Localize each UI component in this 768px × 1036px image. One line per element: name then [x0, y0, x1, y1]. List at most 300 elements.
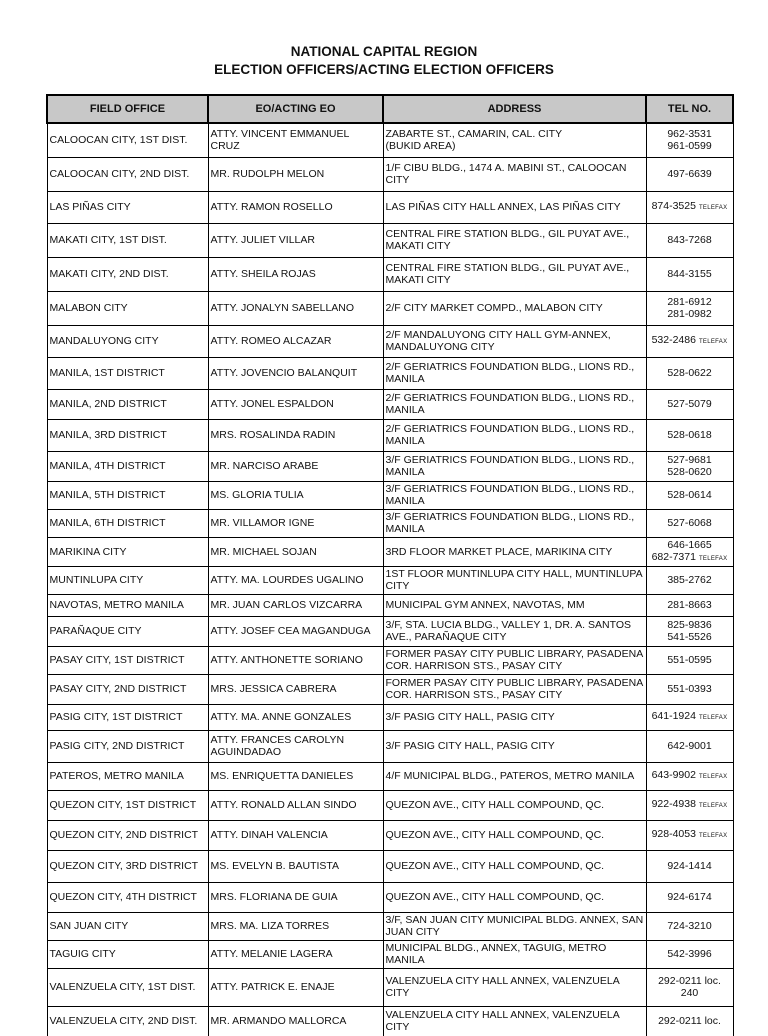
- tel-number: 924-6174: [667, 891, 712, 903]
- tel-number: 961-0599: [667, 140, 712, 153]
- address-cell: [383, 850, 646, 882]
- eo-cell: [208, 594, 383, 616]
- field-office-text: LAS PIÑAS CITY: [49, 201, 131, 213]
- table-row: [47, 912, 733, 940]
- table-row: [47, 566, 733, 594]
- address-cell: [383, 157, 646, 191]
- field-office-cell: [47, 419, 208, 451]
- tel-cell: [646, 730, 733, 762]
- address-cell: [383, 566, 646, 594]
- eo-cell: [208, 730, 383, 762]
- address-cell: [383, 419, 646, 451]
- header-field-office: FIELD OFFICE: [47, 95, 208, 123]
- eo-cell: [208, 646, 383, 674]
- field-office-text: NAVOTAS, METRO MANILA: [49, 599, 184, 611]
- address-line: CITY: [385, 174, 410, 186]
- eo-cell: [208, 616, 383, 646]
- address-line: COR. HARRISON STS., PASAY CITY: [385, 660, 563, 672]
- eo-cell: [208, 790, 383, 820]
- address-cell: [383, 594, 646, 616]
- address-line: 2/F CITY MARKET COMPD., MALABON CITY: [385, 302, 603, 314]
- field-office-text: MANILA, 4TH DISTRICT: [49, 460, 166, 472]
- eo-text: ATTY. JOSEF CEA MAGANDUGA: [210, 625, 371, 637]
- table-row: [47, 674, 733, 704]
- field-office-cell: [47, 223, 208, 257]
- tel-number: 551-0595: [667, 654, 712, 666]
- eo-text: MS. EVELYN B. BAUTISTA: [210, 860, 340, 872]
- address-line: MUNICIPAL GYM ANNEX, NAVOTAS, MM: [385, 599, 585, 611]
- table-header-row: [47, 95, 733, 123]
- field-office-cell: [47, 257, 208, 291]
- address-line: MANDALUYONG CITY: [385, 341, 495, 353]
- tel-number: 724-3210: [667, 920, 712, 932]
- address-cell: [383, 257, 646, 291]
- table-row: [47, 357, 733, 389]
- address-line: CENTRAL FIRE STATION BLDG., GIL PUYAT AVE.,: [385, 262, 630, 274]
- address-line: AVE., PARAÑAQUE CITY: [385, 631, 507, 643]
- eo-cell: [208, 850, 383, 882]
- table-row: [47, 762, 733, 790]
- address-cell: [383, 762, 646, 790]
- tel-cell: [646, 389, 733, 419]
- field-office-text: QUEZON CITY, 1ST DISTRICT: [49, 799, 197, 811]
- address-line: JUAN CITY: [385, 926, 440, 938]
- tel-number: 497-6639: [667, 168, 712, 180]
- address-line: 2/F GERIATRICS FOUNDATION BLDG., LIONS RD.,: [385, 392, 635, 404]
- table-row: [47, 257, 733, 291]
- field-office-cell: [47, 325, 208, 357]
- eo-text: MRS. FLORIANA DE GUIA: [210, 891, 338, 903]
- field-office-text: VALENZUELA CITY, 1ST DIST.: [49, 981, 196, 993]
- tel-cell: [646, 223, 733, 257]
- table-row: [47, 325, 733, 357]
- eo-cell: [208, 419, 383, 451]
- tel-cell: [646, 191, 733, 223]
- address-line: VALENZUELA CITY HALL ANNEX, VALENZUELA CITY: [385, 1009, 620, 1034]
- tel-number: 646-1665: [667, 538, 712, 551]
- tel-number: 542-3996: [667, 948, 712, 960]
- tel-cell: [646, 674, 733, 704]
- field-office-cell: [47, 940, 208, 968]
- tel-cell: [646, 566, 733, 594]
- field-office-text: PASAY CITY, 1ST DISTRICT: [49, 654, 185, 666]
- table-row: [47, 123, 733, 157]
- eo-text: ATTY. RONALD ALLAN SINDO: [210, 799, 357, 811]
- tel-number: 928-4053: [651, 828, 696, 840]
- field-office-text: MANILA, 3RD DISTRICT: [49, 429, 167, 441]
- field-office-cell: [47, 1006, 208, 1036]
- field-office-cell: [47, 566, 208, 594]
- address-cell: [383, 968, 646, 1006]
- tel-cell: [646, 762, 733, 790]
- telefax-label: TELEFAX: [698, 803, 728, 809]
- address-line: CITY: [385, 580, 410, 592]
- eo-cell: [208, 912, 383, 940]
- address-cell: [383, 389, 646, 419]
- tel-cell: [646, 704, 733, 730]
- table-row: [47, 157, 733, 191]
- address-cell: [383, 291, 646, 325]
- tel-cell: [646, 1006, 733, 1036]
- tel-cell: [646, 968, 733, 1006]
- tel-number: 682-7371: [651, 550, 696, 563]
- field-office-text: MANILA, 2ND DISTRICT: [49, 398, 167, 410]
- table-row: [47, 451, 733, 481]
- address-line: LAS PIÑAS CITY HALL ANNEX, LAS PIÑAS CITY: [385, 201, 621, 213]
- tel-cell: [646, 850, 733, 882]
- tel-number: 528-0618: [667, 429, 712, 441]
- tel-number: 292-0211 loc.: [658, 975, 721, 987]
- table-row: [47, 419, 733, 451]
- address-cell: [383, 325, 646, 357]
- address-line: MUNICIPAL BLDG., ANNEX, TAGUIG, METRO MANILA: [385, 942, 607, 966]
- field-office-cell: [47, 762, 208, 790]
- tel-number: 643-9902: [651, 769, 696, 781]
- eo-text: MRS. MA. LIZA TORRES: [210, 920, 330, 932]
- address-cell: [383, 646, 646, 674]
- address-cell: [383, 730, 646, 762]
- address-line: 2/F GERIATRICS FOUNDATION BLDG., LIONS RD.,: [385, 361, 635, 373]
- tel-number: 825-9836: [667, 619, 712, 631]
- document-subtitle: ELECTION OFFICERS/ACTING ELECTION OFFICERS: [214, 62, 554, 77]
- tel-number: 281-6912: [667, 296, 712, 308]
- field-office-text: MANDALUYONG CITY: [49, 335, 159, 347]
- eo-cell: [208, 123, 383, 157]
- tel-cell: [646, 646, 733, 674]
- eo-cell: [208, 357, 383, 389]
- telefax-label: TELEFAX: [698, 339, 728, 345]
- eo-text: ATTY. JULIET VILLAR: [210, 234, 315, 246]
- eo-cell: [208, 762, 383, 790]
- eo-cell: [208, 257, 383, 291]
- tel-number: 541-5526: [667, 631, 712, 643]
- eo-text: ATTY. JONEL ESPALDON: [210, 398, 334, 410]
- eo-text: ATTY. MELANIE LAGERA: [210, 948, 333, 960]
- tel-cell: [646, 291, 733, 325]
- table-row: [47, 730, 733, 762]
- field-office-text: QUEZON CITY, 3RD DISTRICT: [49, 860, 199, 872]
- tel-cell: [646, 157, 733, 191]
- table-row: [47, 509, 733, 537]
- field-office-cell: [47, 191, 208, 223]
- address-line: 2/F GERIATRICS FOUNDATION BLDG., LIONS RD.,: [385, 423, 635, 435]
- eo-cell: [208, 509, 383, 537]
- tel-cell: [646, 616, 733, 646]
- election-officers-table: [46, 94, 734, 1036]
- address-cell: [383, 790, 646, 820]
- field-office-text: PASIG CITY, 2ND DISTRICT: [49, 740, 185, 752]
- address-line: MANILA: [385, 435, 425, 447]
- address-line: 4/F MUNICIPAL BLDG., PATEROS, METRO MANILA: [385, 770, 635, 782]
- eo-text: MS. ENRIQUETTA DANIELES: [210, 770, 354, 782]
- eo-text: MRS. ROSALINDA RADIN: [210, 429, 336, 441]
- address-line: ZABARTE ST., CAMARIN, CAL. CITY: [385, 128, 563, 141]
- tel-number: 528-0622: [667, 367, 712, 379]
- address-cell: [383, 882, 646, 912]
- eo-cell: [208, 1006, 383, 1036]
- tel-number: 527-5079: [667, 398, 712, 410]
- eo-text: MRS. JESSICA CABRERA: [210, 683, 337, 695]
- eo-cell: [208, 191, 383, 223]
- tel-number: 528-0614: [667, 489, 712, 501]
- address-cell: [383, 481, 646, 509]
- tel-number: 843-7268: [667, 234, 712, 246]
- address-line: QUEZON AVE., CITY HALL COMPOUND, QC.: [385, 799, 605, 811]
- table-row: [47, 616, 733, 646]
- address-line: QUEZON AVE., CITY HALL COMPOUND, QC.: [385, 891, 605, 903]
- field-office-cell: [47, 616, 208, 646]
- eo-cell: [208, 968, 383, 1006]
- field-office-text: SAN JUAN CITY: [49, 920, 129, 932]
- address-line: FORMER PASAY CITY PUBLIC LIBRARY, PASADENA: [385, 677, 644, 689]
- telefax-label: TELEFAX: [698, 205, 728, 211]
- tel-number: 281-8663: [667, 599, 712, 611]
- field-office-text: PASAY CITY, 2ND DISTRICT: [49, 683, 187, 695]
- tel-number: 844-3155: [667, 268, 712, 280]
- eo-text: ATTY. PATRICK E. ENAJE: [210, 981, 335, 993]
- table-row: [47, 790, 733, 820]
- address-line: MAKATI CITY: [385, 274, 451, 286]
- field-office-cell: [47, 481, 208, 509]
- address-line: MAKATI CITY: [385, 240, 451, 252]
- tel-cell: [646, 820, 733, 850]
- tel-cell: [646, 940, 733, 968]
- address-cell: [383, 509, 646, 537]
- address-line: 3/F PASIG CITY HALL, PASIG CITY: [385, 740, 555, 752]
- field-office-cell: [47, 704, 208, 730]
- address-line: COR. HARRISON STS., PASAY CITY: [385, 689, 563, 701]
- field-office-cell: [47, 123, 208, 157]
- tel-cell: [646, 594, 733, 616]
- address-cell: [383, 537, 646, 566]
- eo-text: ATTY. MA. ANNE GONZALES: [210, 711, 352, 723]
- address-line: FORMER PASAY CITY PUBLIC LIBRARY, PASADENA: [385, 648, 644, 660]
- tel-number: 281-0982: [667, 308, 712, 320]
- field-office-text: MUNTINLUPA CITY: [49, 574, 144, 586]
- field-office-text: MARIKINA CITY: [49, 545, 127, 558]
- tel-cell: [646, 257, 733, 291]
- tel-number: 385-2762: [667, 574, 712, 586]
- eo-text: ATTY. JONALYN SABELLANO: [210, 302, 355, 314]
- address-cell: [383, 223, 646, 257]
- field-office-text: PASIG CITY, 1ST DISTRICT: [49, 711, 183, 723]
- field-office-text: MALABON CITY: [49, 302, 128, 314]
- table-row: [47, 291, 733, 325]
- tel-number: 527-9681: [667, 454, 712, 466]
- address-line: 1ST FLOOR MUNTINLUPA CITY HALL, MUNTINLUPA: [385, 568, 643, 580]
- tel-number: 527-6068: [667, 517, 712, 529]
- eo-cell: [208, 291, 383, 325]
- address-cell: [383, 616, 646, 646]
- address-cell: [383, 451, 646, 481]
- eo-text: ATTY. ANTHONETTE SORIANO: [210, 654, 363, 666]
- field-office-cell: [47, 357, 208, 389]
- table-body: [47, 123, 733, 1036]
- field-office-text: MAKATI CITY, 1ST DIST.: [49, 234, 167, 246]
- tel-cell: [646, 481, 733, 509]
- eo-text: ATTY. FRANCES CAROLYN AGUINDADAO: [210, 734, 345, 758]
- tel-number: 874-3525: [651, 200, 696, 212]
- address-cell: [383, 1006, 646, 1036]
- tel-cell: [646, 882, 733, 912]
- header-address: ADDRESS: [383, 95, 646, 123]
- field-office-text: PARAÑAQUE CITY: [49, 625, 142, 637]
- tel-number: 532-2486: [651, 334, 696, 346]
- eo-text: MR. JUAN CARLOS VIZCARRA: [210, 599, 363, 611]
- document-title: NATIONAL CAPITAL REGION: [290, 44, 478, 59]
- eo-cell: [208, 157, 383, 191]
- address-line: 1/F CIBU BLDG., 1474 A. MABINI ST., CALOOCAN: [385, 162, 627, 174]
- field-office-cell: [47, 389, 208, 419]
- table-row: [47, 820, 733, 850]
- field-office-cell: [47, 882, 208, 912]
- field-office-text: CALOOCAN CITY, 2ND DIST.: [49, 168, 190, 180]
- tel-number: 528-0620: [667, 466, 712, 478]
- eo-cell: [208, 704, 383, 730]
- eo-cell: [208, 882, 383, 912]
- address-cell: [383, 820, 646, 850]
- field-office-text: QUEZON CITY, 4TH DISTRICT: [49, 891, 197, 903]
- eo-cell: [208, 537, 383, 566]
- address-line: MANILA: [385, 495, 425, 507]
- table-row: [47, 594, 733, 616]
- eo-text: MR. ARMANDO MALLORCA: [210, 1015, 347, 1028]
- field-office-cell: [47, 850, 208, 882]
- table-row: [47, 940, 733, 968]
- field-office-text: QUEZON CITY, 2ND DISTRICT: [49, 829, 199, 841]
- field-office-cell: [47, 730, 208, 762]
- table-row: [47, 537, 733, 566]
- telefax-label: TELEFAX: [698, 774, 728, 780]
- tel-cell: [646, 123, 733, 157]
- eo-cell: [208, 223, 383, 257]
- field-office-cell: [47, 912, 208, 940]
- field-office-cell: [47, 820, 208, 850]
- table-row: [47, 191, 733, 223]
- eo-text: MS. GLORIA TULIA: [210, 489, 304, 501]
- tel-cell: [646, 325, 733, 357]
- field-office-text: CALOOCAN CITY, 1ST DIST.: [49, 134, 188, 147]
- eo-text: ATTY. RAMON ROSELLO: [210, 201, 333, 213]
- address-cell: [383, 191, 646, 223]
- address-cell: [383, 123, 646, 157]
- field-office-cell: [47, 291, 208, 325]
- eo-text: ATTY. MA. LOURDES UGALINO: [210, 574, 364, 586]
- address-line: QUEZON AVE., CITY HALL COMPOUND, QC.: [385, 860, 605, 872]
- address-line: 3/F PASIG CITY HALL, PASIG CITY: [385, 711, 555, 723]
- tel-number: 642-9001: [667, 740, 712, 752]
- address-line: 3RD FLOOR MARKET PLACE, MARIKINA CITY: [385, 545, 613, 558]
- eo-text: MR. NARCISO ARABE: [210, 460, 319, 472]
- field-office-text: MANILA, 1ST DISTRICT: [49, 367, 165, 379]
- field-office-cell: [47, 968, 208, 1006]
- tel-cell: [646, 419, 733, 451]
- table-row: [47, 968, 733, 1006]
- table-row: [47, 1006, 733, 1036]
- address-cell: [383, 357, 646, 389]
- table-row: [47, 704, 733, 730]
- tel-number: 922-4938: [651, 798, 696, 810]
- address-line: VALENZUELA CITY HALL ANNEX, VALENZUELA CITY: [385, 975, 620, 999]
- tel-cell: [646, 451, 733, 481]
- eo-cell: [208, 481, 383, 509]
- table-row: [47, 223, 733, 257]
- header-tel-no: TEL NO.: [646, 95, 733, 123]
- field-office-text: MANILA, 5TH DISTRICT: [49, 489, 166, 501]
- eo-text: ATTY. JOVENCIO BALANQUIT: [210, 367, 358, 379]
- tel-number: 551-0393: [667, 683, 712, 695]
- address-cell: [383, 940, 646, 968]
- field-office-cell: [47, 509, 208, 537]
- field-office-cell: [47, 646, 208, 674]
- field-office-cell: [47, 674, 208, 704]
- table-row: [47, 481, 733, 509]
- table-row: [47, 646, 733, 674]
- address-line: QUEZON AVE., CITY HALL COMPOUND, QC.: [385, 829, 605, 841]
- eo-cell: [208, 674, 383, 704]
- eo-cell: [208, 566, 383, 594]
- eo-text: MR. MICHAEL SOJAN: [210, 545, 317, 558]
- field-office-cell: [47, 451, 208, 481]
- tel-cell: [646, 912, 733, 940]
- eo-cell: [208, 389, 383, 419]
- eo-text: ATTY. ROMEO ALCAZAR: [210, 335, 332, 347]
- address-line: MANILA: [385, 404, 425, 416]
- address-line: MANILA: [385, 373, 425, 385]
- eo-cell: [208, 325, 383, 357]
- tel-number: 292-0211 loc.: [658, 1015, 721, 1028]
- header-eo: EO/ACTING EO: [208, 95, 383, 123]
- eo-cell: [208, 820, 383, 850]
- field-office-text: TAGUIG CITY: [49, 948, 116, 960]
- tel-number: 641-1924: [651, 710, 696, 722]
- field-office-cell: [47, 790, 208, 820]
- field-office-cell: [47, 157, 208, 191]
- eo-text: ATTY. SHEILA ROJAS: [210, 268, 316, 280]
- tel-cell: [646, 790, 733, 820]
- eo-cell: [208, 451, 383, 481]
- table-row: [47, 389, 733, 419]
- address-line: (BUKID AREA): [385, 140, 456, 153]
- tel-cell: [646, 357, 733, 389]
- address-cell: [383, 674, 646, 704]
- address-cell: [383, 704, 646, 730]
- table-row: [47, 882, 733, 912]
- field-office-text: PATEROS, METRO MANILA: [49, 770, 184, 782]
- eo-text: ATTY. DINAH VALENCIA: [210, 829, 328, 841]
- telefax-label: TELEFAX: [698, 833, 728, 839]
- address-line: 3/F GERIATRICS FOUNDATION BLDG., LIONS RD.,: [385, 483, 635, 495]
- address-line: 3/F, SAN JUAN CITY MUNICIPAL BLDG. ANNEX, SAN: [385, 914, 644, 926]
- address-line: CENTRAL FIRE STATION BLDG., GIL PUYAT AVE.,: [385, 228, 630, 240]
- tel-number: 240: [680, 987, 699, 999]
- field-office-cell: [47, 537, 208, 566]
- address-line: MANILA: [385, 466, 425, 478]
- eo-text: MR. VILLAMOR IGNE: [210, 517, 315, 529]
- tel-cell: [646, 537, 733, 566]
- address-line: MANILA: [385, 523, 425, 535]
- eo-cell: [208, 940, 383, 968]
- field-office-text: VALENZUELA CITY, 2ND DIST.: [49, 1015, 198, 1028]
- field-office-text: MANILA, 6TH DISTRICT: [49, 517, 166, 529]
- address-line: 3/F GERIATRICS FOUNDATION BLDG., LIONS RD.,: [385, 454, 635, 466]
- address-line: 3/F, STA. LUCIA BLDG., VALLEY 1, DR. A. SANTOS: [385, 619, 631, 631]
- eo-text: ATTY. VINCENT EMMANUEL CRUZ: [210, 128, 349, 153]
- tel-cell: [646, 509, 733, 537]
- address-line: 3/F GERIATRICS FOUNDATION BLDG., LIONS RD.,: [385, 511, 635, 523]
- address-line: 2/F MANDALUYONG CITY HALL GYM-ANNEX,: [385, 329, 611, 341]
- table-row: [47, 850, 733, 882]
